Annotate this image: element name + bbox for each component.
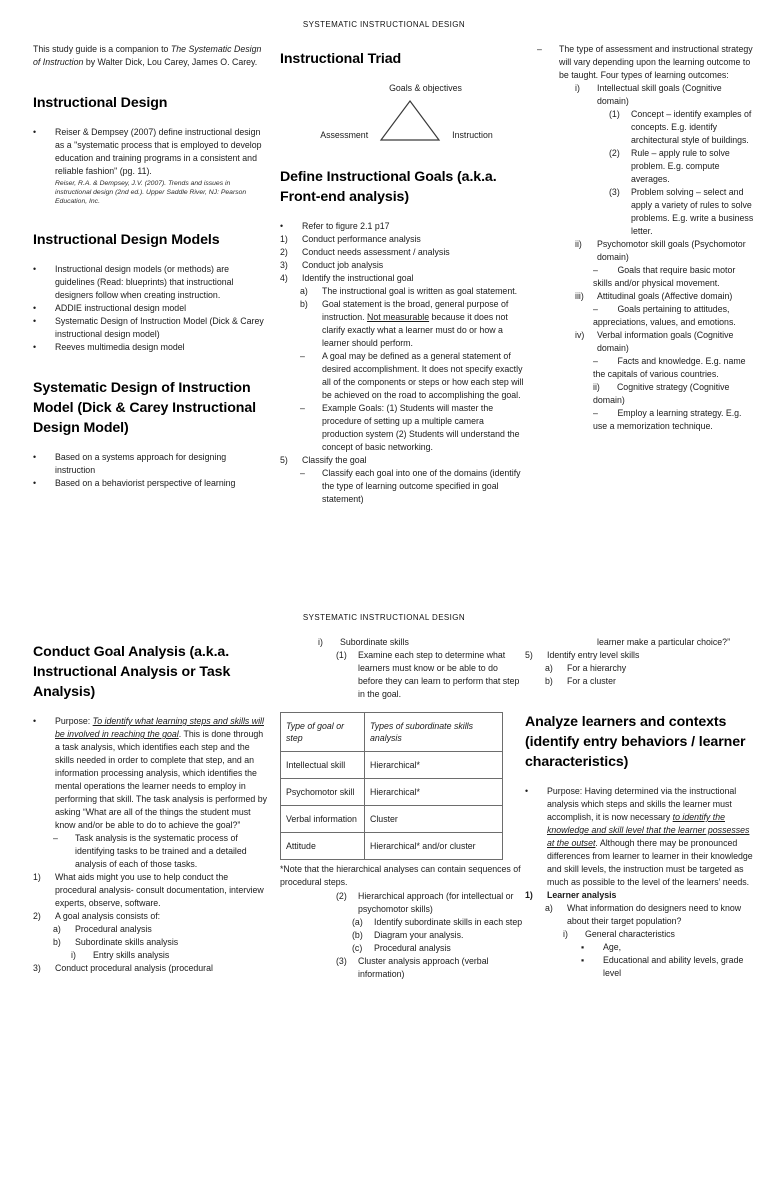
text-run: A goal analysis consists of: [55, 911, 161, 921]
list-item [525, 928, 754, 941]
bullet-list [33, 263, 268, 354]
list-marker: a) [545, 903, 553, 913]
page-2-column-3 [525, 636, 754, 981]
table-cell: Verbal information [281, 806, 365, 833]
table-header-cell: Types of subordinate skills analysis [365, 713, 503, 752]
list-marker: ii) [575, 239, 582, 249]
text-run: to identify the knowledge and skill level that the learner possesses at the outset [547, 812, 750, 848]
outcomes-list [537, 43, 754, 433]
list-item [280, 942, 525, 955]
text-run: Rule – apply rule to solve problem. E.g. compute averages. [631, 148, 730, 184]
list-item [33, 962, 268, 975]
numbered-list [33, 715, 268, 975]
text-run: ii) Cognitive strategy (Cognitive domain) [593, 382, 730, 405]
page-1-columns [0, 29, 768, 506]
instructional-triad-diagram [280, 82, 525, 143]
list-text [55, 871, 268, 910]
page-1-column-2 [280, 43, 525, 506]
list-marker: • [525, 786, 529, 796]
list-marker: • [33, 478, 37, 488]
list-text [302, 272, 525, 285]
table-cell: Psychomotor skill [281, 779, 365, 806]
text-run: General characteristics [585, 929, 675, 939]
list-text [597, 329, 754, 355]
list-marker: i) [563, 929, 568, 939]
list-item [280, 454, 525, 467]
list-text [593, 303, 754, 329]
table-footnote: *Note that the hierarchical analyses can contain sequences of procedural steps. [280, 864, 521, 887]
list-marker: • [33, 264, 37, 274]
text-run: by Walter Dick, Lou Carey, James O. Carey. [83, 57, 258, 67]
table-row [281, 752, 503, 779]
text-run: Based on a systems approach for designing instruction [55, 452, 227, 475]
section-heading-analyze-learners: Analyze learners and contexts (identify entry behaviors / learner characteristics) [525, 714, 746, 770]
running-head: SYSTEMATIC INSTRUCTIONAL DESIGN [302, 613, 466, 622]
list-item [525, 941, 754, 954]
text-run: Goal statement is the broad, general purpose of instruction. [322, 299, 509, 322]
list-marker: 4) [280, 273, 288, 283]
list-item [33, 126, 268, 178]
list-item [525, 636, 754, 649]
list-text [603, 941, 754, 954]
list-text [631, 186, 754, 238]
list-item [280, 350, 525, 402]
list-item [537, 290, 754, 303]
list-text [302, 233, 525, 246]
list-text [322, 350, 525, 402]
page-2 [0, 593, 768, 1186]
list-text [593, 381, 754, 407]
text-run: ADDIE instructional design model [55, 303, 187, 313]
list-marker: 5) [280, 455, 288, 465]
list-text [631, 108, 754, 147]
list-marker: 1) [525, 890, 533, 900]
text-run: . Although there may be pronounced differences from learner to learner in their knowledge and skill levels, the instruction must be targeted as much as possible to the level of the learners’ needs. [547, 838, 753, 887]
list-marker: – [53, 833, 58, 843]
list-item [537, 186, 754, 238]
list-marker: a) [53, 924, 61, 934]
list-text [75, 832, 268, 871]
text-run: Identify the instructional goal [302, 273, 414, 283]
citation: Reiser, R.A. & Dempsey, J.V. (2007). Trends and issues in instructional design (2nd ed.). Upper Saddle River, NJ: Pearson Education, Inc. [55, 180, 247, 205]
list-text [55, 126, 268, 178]
list-text [631, 147, 754, 186]
list-text [567, 675, 754, 688]
list-text [358, 649, 525, 701]
list-marker: b) [53, 937, 61, 947]
section-heading-instructional-triad: Instructional Triad [280, 51, 402, 67]
subordinate-skills-table [280, 712, 503, 860]
list-marker: i) [71, 950, 76, 960]
text-run: Purpose: [55, 716, 93, 726]
list-item [525, 662, 754, 675]
list-text [597, 238, 754, 264]
list-text [358, 955, 525, 981]
list-text [55, 962, 268, 975]
text-run: Procedural analysis [75, 924, 152, 934]
list-item [537, 264, 754, 290]
list-item [280, 890, 525, 916]
text-run: Conduct needs assessment / analysis [302, 247, 450, 257]
list-item [280, 402, 525, 454]
list-text [93, 949, 268, 962]
list-text [593, 355, 754, 381]
text-run: To identify what learning steps and skills will be involved in reaching the goal [55, 716, 264, 739]
text-run: – Goals pertaining to attitudes, appreciations, values, and emotions. [593, 304, 736, 327]
list-item [280, 272, 525, 285]
page-2-column-1 [33, 636, 268, 981]
list-marker: (3) [609, 187, 620, 197]
list-marker: (2) [609, 148, 620, 158]
bullet-list [33, 451, 268, 490]
text-run: Based on a behaviorist perspective of learning [55, 478, 236, 488]
list-item [33, 910, 268, 923]
list-text [559, 43, 754, 82]
table-cell: Intellectual skill [281, 752, 365, 779]
list-text [593, 407, 754, 433]
table-cell: Hierarchical* [365, 752, 503, 779]
text-run: Concept – identify examples of concepts. E.g. identify architectural style of buildings. [631, 109, 752, 145]
list-item [33, 949, 268, 962]
list-text [55, 910, 268, 923]
table-cell: Cluster [365, 806, 503, 833]
list-item [525, 649, 754, 662]
list-marker: – [300, 403, 305, 413]
triad-label-goals: Goals & objectives [389, 83, 462, 93]
text-run: Example Goals: (1) Students will master the procedure of setting up a multiple camera production system (2) Students will understand the concept of basic networking. [322, 403, 520, 452]
list-item [525, 889, 754, 902]
table-header-cell: Type of goal or step [281, 713, 365, 752]
list-item [33, 451, 268, 477]
list-text [567, 662, 754, 675]
list-item [525, 785, 754, 889]
text-run: This study guide is a companion to [33, 44, 171, 54]
list-item [280, 636, 525, 649]
triad-label-assessment: Assessment [320, 130, 369, 140]
table-cell: Attitude [281, 833, 365, 860]
list-item [33, 832, 268, 871]
table-row [281, 806, 503, 833]
text-run: Systematic Design of Instruction Model (Dick & Carey instructional design model) [55, 316, 264, 339]
text-run: The Systematic Design of Instruction [33, 44, 262, 67]
bullet-list [33, 126, 268, 178]
list-item [280, 955, 525, 981]
text-run: Conduct procedural analysis (procedural [55, 963, 213, 973]
list-text [374, 929, 525, 942]
table-row [281, 713, 503, 752]
list-item [280, 259, 525, 272]
list-item [33, 477, 268, 490]
list-text [374, 942, 525, 955]
list-item [537, 381, 754, 407]
table-row [281, 779, 503, 806]
text-run: Task analysis is the systematic process of identifying tasks to be trained and a detailed analysis of each of those tasks. [75, 833, 247, 869]
list-marker: 2) [33, 911, 41, 921]
list-item [280, 649, 525, 701]
text-run: The type of assessment and instructional strategy will vary depending upon the learning outcome to be taught. Four types of learning outcomes: [559, 44, 753, 80]
list-marker: • [33, 127, 37, 137]
text-run: A goal may be defined as a general statement of desired accomplishment. It does not specify exactly all of the components or steps or how each step will be achieved on the road to accomplishing the goal. [322, 351, 524, 400]
list-item [280, 233, 525, 246]
list-marker: 2) [280, 247, 288, 257]
list-text [593, 264, 754, 290]
list-marker: 5) [525, 650, 533, 660]
list-marker: • [33, 342, 37, 352]
list-marker: (a) [352, 917, 363, 927]
list-marker: i) [575, 83, 580, 93]
list-item [280, 246, 525, 259]
text-run: Classify each goal into one of the domains (identify the type of learning outcome specified in goal statement) [322, 468, 521, 504]
list-item [537, 82, 754, 108]
page-1-column-3 [537, 43, 754, 506]
list-marker: iv) [575, 330, 585, 340]
text-run: – Facts and knowledge. E.g. name the capitals of various countries. [593, 356, 746, 379]
triangle-icon [377, 97, 443, 143]
running-head: SYSTEMATIC INSTRUCTIONAL DESIGN [302, 20, 466, 29]
list-text [55, 477, 268, 490]
text-run: – Employ a learning strategy. E.g. use a memorization technique. [593, 408, 742, 431]
list-item [280, 298, 525, 350]
text-run: Not measurable [366, 312, 430, 322]
list-text [547, 649, 754, 662]
list-text [322, 285, 525, 298]
subordinate-skills-list [280, 636, 525, 701]
text-run: Entry skills analysis [93, 950, 170, 960]
text-run: Examine each step to determine what learners must know or be able to do before they can learn to perform that step in the goal. [358, 650, 520, 699]
list-item [280, 929, 525, 942]
text-run: Identify entry level skills [547, 650, 640, 660]
list-item [537, 329, 754, 355]
list-marker: • [33, 316, 37, 326]
list-item [537, 303, 754, 329]
text-run: Verbal information goals (Cognitive domain) [597, 330, 734, 353]
section-heading-sdi-model: Systematic Design of Instruction Model (Dick & Carey Instructional Design Model) [33, 380, 256, 436]
text-run: Cluster analysis approach (verbal information) [358, 956, 489, 979]
text-run: – Goals that require basic motor skills and/or physical movement. [593, 265, 736, 288]
list-marker: 1) [33, 872, 41, 882]
list-text [75, 923, 268, 936]
list-text [597, 636, 754, 649]
list-marker: 1) [280, 234, 288, 244]
list-marker: • [280, 221, 284, 231]
list-item [537, 108, 754, 147]
text-run: Intellectual skill goals (Cognitive domain) [597, 83, 722, 106]
list-text [567, 902, 754, 928]
list-item [33, 871, 268, 910]
text-run: Diagram your analysis. [374, 930, 464, 940]
triad-label-instruction: Instruction [452, 130, 493, 140]
list-marker: • [33, 303, 37, 313]
section-heading-goal-analysis: Conduct Goal Analysis (a.k.a. Instructional Analysis or Task Analysis) [33, 644, 231, 700]
list-text [597, 290, 754, 303]
list-text [302, 259, 525, 272]
list-text [302, 454, 525, 467]
list-marker: b) [300, 299, 308, 309]
list-marker: i) [318, 637, 323, 647]
list-marker: (1) [336, 650, 347, 660]
text-run: For a cluster [567, 676, 616, 686]
list-marker: 3) [33, 963, 41, 973]
text-run: Problem solving – select and apply a variety of rules to solve problems. E.g. write a business letter. [631, 187, 754, 236]
text-run: Reiser & Dempsey (2007) define instructional design as a "systematic process that is employed to develop education and training programs in a consistent and reliable fashion" (pg. 11). [55, 127, 262, 176]
list-text [75, 936, 268, 949]
list-marker: a) [300, 286, 308, 296]
list-marker: (c) [352, 943, 363, 953]
table-cell: Hierarchical* [365, 779, 503, 806]
text-run: Educational and ability levels, grade level [603, 955, 744, 978]
page-2-columns [0, 622, 768, 981]
list-item [33, 923, 268, 936]
list-text [302, 220, 525, 233]
list-text [322, 402, 525, 454]
list-text [55, 302, 268, 315]
list-text [374, 916, 525, 929]
text-run: What aids might you use to help conduct the procedural analysis- consult documentation, interview experts, observe, software. [55, 872, 264, 908]
list-marker: ▪ [581, 955, 585, 965]
list-marker: a) [545, 663, 553, 673]
text-run: Classify the goal [302, 455, 367, 465]
list-item [33, 715, 268, 832]
list-text [55, 263, 268, 302]
list-marker: (3) [336, 956, 347, 966]
list-item [33, 302, 268, 315]
list-item [537, 407, 754, 433]
list-item [33, 315, 268, 341]
section-heading-design-models: Instructional Design Models [33, 232, 220, 248]
list-marker: • [33, 452, 37, 462]
list-item [280, 285, 525, 298]
list-text [340, 636, 525, 649]
text-run: The instructional goal is written as goal statement. [322, 286, 518, 296]
text-run: Attitudinal goals (Affective domain) [597, 291, 733, 301]
list-marker: 3) [280, 260, 288, 270]
list-item [525, 902, 754, 928]
text-run: Purpose: Having determined via the instructional analysis which steps and skills the learner must accomplish, it is now necessary [547, 786, 737, 822]
list-item [537, 147, 754, 186]
list-text [597, 82, 754, 108]
list-item [280, 467, 525, 506]
list-text [55, 341, 268, 354]
text-run: Hierarchical approach (for intellectual or psychomotor skills) [358, 891, 514, 914]
list-item [525, 954, 754, 980]
list-marker: b) [545, 676, 553, 686]
list-text [322, 298, 525, 350]
text-run: . This is done through a task analysis, which identifies each step and the skills needed in order to complete that step, and an information processing analysis, which identifies the mental operations the learner needs to employ in performing that skill. The task analysis is performed by asking “What are all of the things the student must know and/or be able to do to achieve the goal?” [55, 729, 268, 830]
text-run: Conduct performance analysis [302, 234, 421, 244]
list-text [55, 451, 268, 477]
text-run: Conduct job analysis [302, 260, 384, 270]
list-item [33, 263, 268, 302]
list-text [55, 315, 268, 341]
list-item [280, 220, 525, 233]
text-run: Refer to figure 2.1 p17 [302, 221, 390, 231]
list-text [302, 246, 525, 259]
text-run: because it does not clarify exactly what a learner must do or how a learner should perform. [322, 312, 508, 348]
approach-list [280, 890, 525, 981]
list-text [55, 715, 268, 832]
list-item [537, 238, 754, 264]
list-marker: (2) [336, 891, 347, 901]
list-marker: – [537, 44, 542, 54]
section-heading-instructional-design: Instructional Design [33, 95, 168, 111]
text-run: Age, [603, 942, 622, 952]
text-run: Subordinate skills [340, 637, 409, 647]
list-item [33, 341, 268, 354]
intro-paragraph [33, 43, 268, 69]
section-heading-define-goals: Define Instructional Goals (a.k.a. Front-end analysis) [280, 169, 497, 205]
list-marker: – [300, 468, 305, 478]
text-run: Psychomotor skill goals (Psychomotor domain) [597, 239, 746, 262]
table-cell: Hierarchical* and/or cluster [365, 833, 503, 860]
text-run: Instructional design models (or methods) are guidelines (Read: blueprints) that instructional designers follow when creating instruction. [55, 264, 234, 300]
list-item [537, 355, 754, 381]
numbered-list [280, 220, 525, 506]
list-item [525, 675, 754, 688]
list-marker: • [33, 716, 37, 726]
text-run: learner make a particular choice?” [597, 637, 730, 647]
page-1-column-1 [33, 43, 268, 506]
table-row [281, 833, 503, 860]
list-text [547, 785, 754, 889]
list-text [585, 928, 754, 941]
list-text [547, 889, 754, 902]
text-run: Learner analysis [547, 890, 617, 900]
list-item [537, 43, 754, 82]
continuation-list [525, 636, 754, 688]
list-text [603, 954, 754, 980]
text-run: For a hierarchy [567, 663, 627, 673]
list-item [280, 916, 525, 929]
list-marker: (b) [352, 930, 363, 940]
list-marker: (1) [609, 109, 620, 119]
text-run: Identify subordinate skills in each step [374, 917, 523, 927]
text-run: Reeves multimedia design model [55, 342, 185, 352]
text-run: Subordinate skills analysis [75, 937, 179, 947]
list-marker: iii) [575, 291, 584, 301]
list-marker: ▪ [581, 942, 585, 952]
list-text [322, 467, 525, 506]
text-run: What information do designers need to know about their target population? [567, 903, 742, 926]
list-marker: – [300, 351, 305, 361]
list-item [33, 936, 268, 949]
list-text [358, 890, 525, 916]
page-2-column-2 [280, 636, 525, 981]
learner-analysis-list [525, 785, 754, 980]
text-run: Procedural analysis [374, 943, 451, 953]
